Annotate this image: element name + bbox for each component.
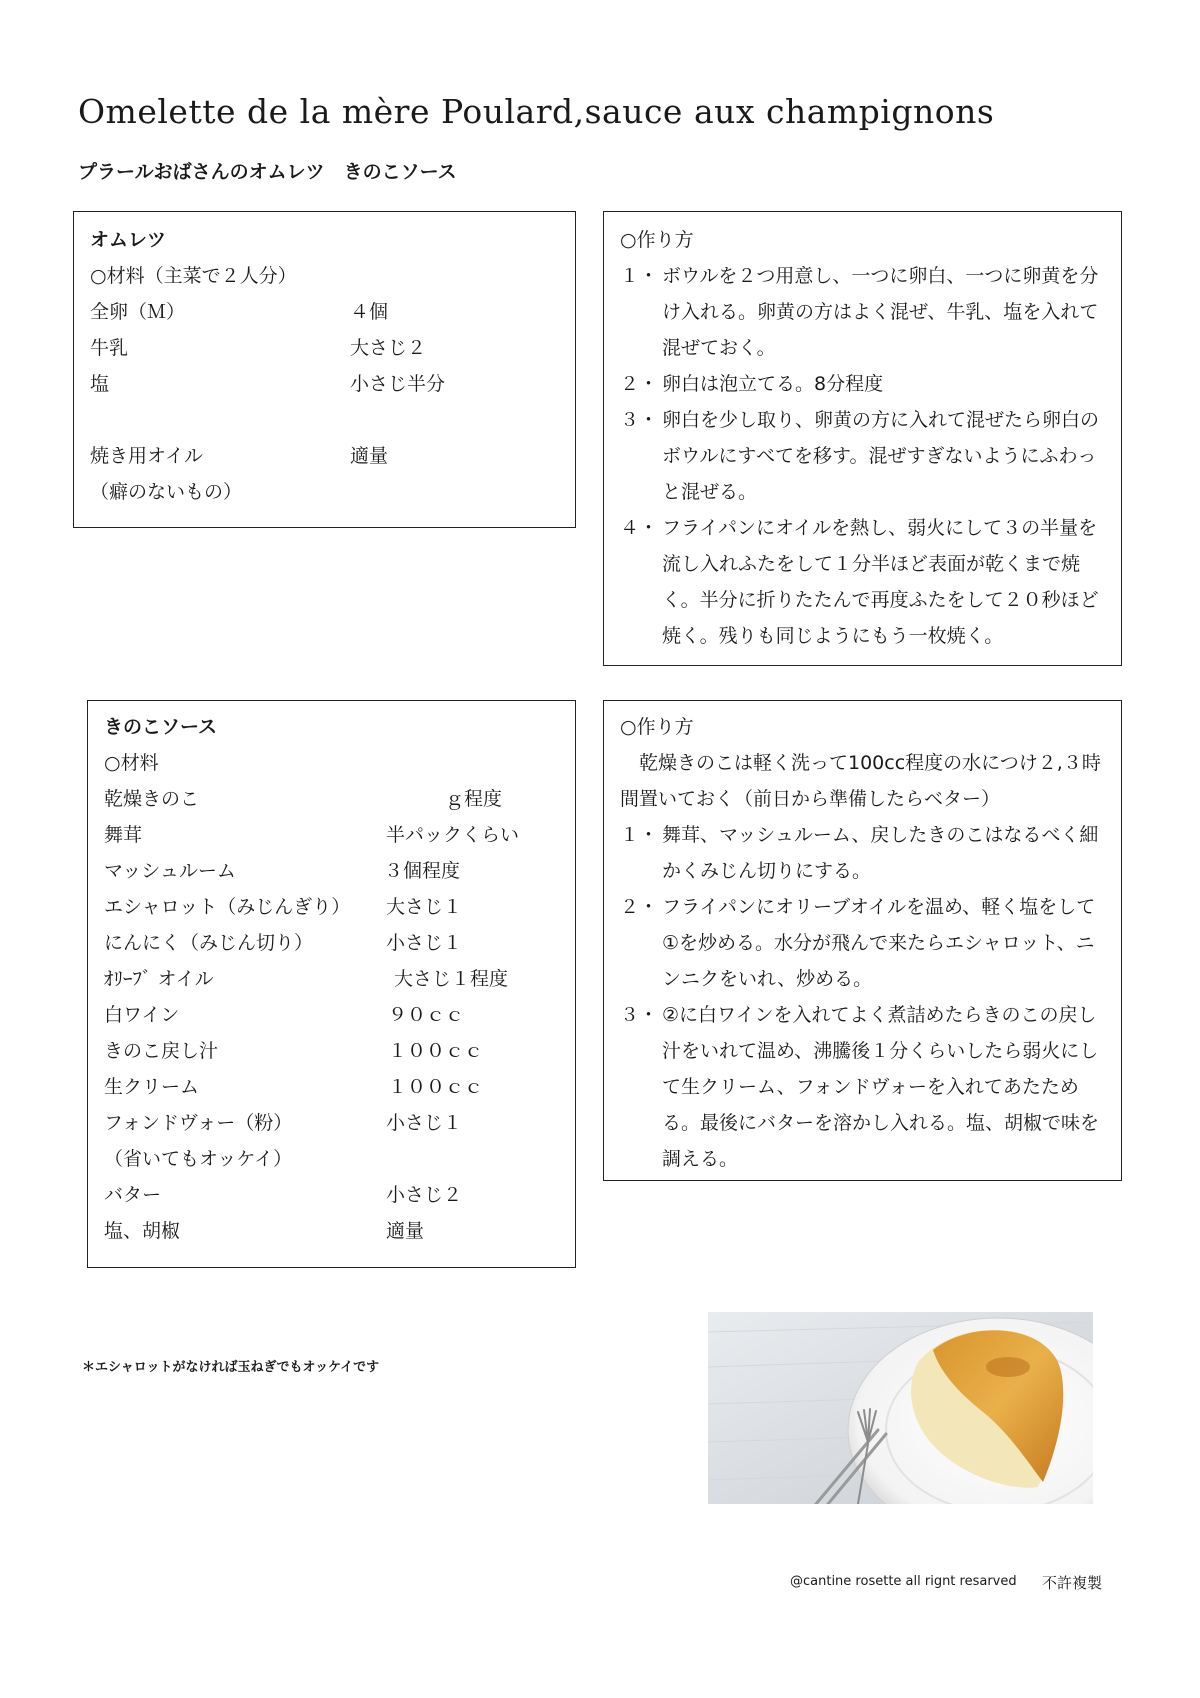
step-text: フライパンにオイルを熱し、弱火にして３の半量を流し入れふたをして１分半ほど表面が乾くまで焼く。半分に折りたたんで再度ふたをして２０秒ほど焼く。残りも同じようにもう一枚焼く。 bbox=[662, 517, 1099, 647]
omelette-method-heading: ○作り方 bbox=[620, 229, 694, 251]
copyright-jp: 不許複製 bbox=[1042, 1574, 1103, 1592]
step-text: 卵白を少し取り、卵黄の方に入れて混ぜたら卵白のボウルにすべてを移す。混ぜすぎないようにふわっと混ぜる。 bbox=[662, 409, 1100, 503]
method-step bbox=[620, 817, 1111, 889]
ingredient-amount: 大さじ１程度 bbox=[394, 968, 509, 990]
sauce-method-box bbox=[603, 700, 1122, 1181]
ingredient-name: エシャロット（みじんぎり） bbox=[104, 896, 351, 918]
sauce-method-intro: 乾燥きのこは軽く洗って100cc程度の水につけ２,３時間置いておく（前日から準備したらベター） bbox=[620, 752, 1101, 810]
ingredient-name: （省いてもオッケイ） bbox=[104, 1148, 293, 1170]
method-step bbox=[620, 997, 1111, 1177]
ingredient-amount: 小さじ２ bbox=[386, 1184, 463, 1206]
sauce-materials-label: ○材料 bbox=[104, 752, 159, 774]
omelette-photo bbox=[708, 1312, 1093, 1504]
omelette-ingredients-box bbox=[73, 211, 576, 528]
omelette-method-box bbox=[603, 211, 1122, 666]
step-text: 舞茸、マッシュルーム、戻したきのこはなるべく細かくみじん切りにする。 bbox=[662, 824, 1099, 882]
ingredient-amount: １００ｃｃ bbox=[388, 1076, 484, 1098]
ingredient-name: 乾燥きのこ bbox=[104, 788, 200, 810]
step-number: ３・ bbox=[620, 1004, 659, 1026]
copyright-text: @cantine rosette all rignt resarved bbox=[790, 1574, 1017, 1589]
omelette-materials-label: ○材料（主菜で２人分） bbox=[90, 265, 297, 287]
ingredient-name: フォンドヴォー（粉） bbox=[104, 1112, 293, 1134]
sauce-heading: きのこソース bbox=[104, 716, 218, 738]
ingredient-name: 焼き用オイル bbox=[90, 445, 204, 467]
step-number: ３・ bbox=[620, 409, 659, 431]
ingredient-name: 生クリーム bbox=[104, 1076, 200, 1098]
step-number: ２・ bbox=[620, 373, 659, 395]
ingredient-name: にんにく（みじん切り） bbox=[104, 932, 314, 954]
method-step bbox=[620, 366, 1111, 402]
step-text: 卵白は泡立てる。8分程度 bbox=[662, 373, 884, 395]
method-step bbox=[620, 889, 1111, 997]
ingredient-amount: 小さじ１ bbox=[386, 1112, 463, 1134]
ingredient-amount: 半パックくらい bbox=[386, 824, 520, 846]
ingredient-amount: 適量 bbox=[386, 1220, 425, 1242]
ingredient-amount: 大さじ１ bbox=[386, 896, 463, 918]
ingredient-name: マッシュルーム bbox=[104, 860, 236, 882]
recipe-subtitle: プラールおばさんのオムレツ きのこソース bbox=[78, 161, 457, 183]
ingredient-amount: 小さじ半分 bbox=[350, 373, 446, 395]
shallot-note: ＊エシャロットがなければ玉ねぎでもオッケイです bbox=[82, 1360, 380, 1375]
ingredient-name: きのこ戻し汁 bbox=[104, 1040, 219, 1062]
omelette-plate-illustration bbox=[708, 1312, 1093, 1504]
ingredient-amount: 大さじ２ bbox=[350, 337, 427, 359]
method-step bbox=[620, 510, 1111, 654]
sauce-ingredients-box bbox=[87, 700, 576, 1268]
method-step bbox=[620, 258, 1111, 366]
ingredient-name: （癖のないもの） bbox=[90, 481, 243, 503]
ingredient-name: 塩 bbox=[90, 373, 110, 395]
ingredient-amount: ９０ｃｃ bbox=[388, 1004, 465, 1026]
ingredient-amount: ３個程度 bbox=[384, 860, 461, 882]
step-number: １・ bbox=[620, 265, 659, 287]
ingredient-amount: 適量 bbox=[350, 445, 389, 467]
ingredient-name: 牛乳 bbox=[90, 337, 129, 359]
step-text: ボウルを２つ用意し、一つに卵白、一つに卵黄を分け入れる。卵黄の方はよく混ぜ、牛乳、塩を入れて混ぜておく。 bbox=[662, 265, 1099, 359]
ingredient-name: 白ワイン bbox=[104, 1004, 180, 1026]
ingredient-amount: ｇ程度 bbox=[445, 788, 503, 810]
ingredient-amount: １００ｃｃ bbox=[388, 1040, 484, 1062]
omelette-heading: オムレツ bbox=[90, 229, 167, 251]
method-step bbox=[620, 402, 1111, 510]
ingredient-name: 全卵（Ｍ） bbox=[90, 301, 186, 323]
ingredient-amount: ４個 bbox=[350, 301, 389, 323]
step-number: ４・ bbox=[620, 517, 659, 539]
ingredient-name: ｵﾘｰﾌﾞ オイル bbox=[104, 968, 214, 990]
step-number: ２・ bbox=[620, 896, 659, 918]
sauce-method-heading: ○作り方 bbox=[620, 716, 694, 738]
step-number: １・ bbox=[620, 824, 659, 846]
step-text: フライパンにオリーブオイルを温め、軽く塩をして①を炒める。水分が飛んで来たらエシャロット、ニンニクをいれ、炒める。 bbox=[662, 896, 1096, 990]
ingredient-amount: 小さじ１ bbox=[386, 932, 463, 954]
ingredient-name: 舞茸 bbox=[104, 824, 143, 846]
ingredient-name: バター bbox=[104, 1184, 162, 1206]
ingredient-name: 塩、胡椒 bbox=[104, 1220, 181, 1242]
recipe-title: Omelette de la mère Poulard,sauce aux champignons bbox=[78, 92, 995, 131]
step-text: ②に白ワインを入れてよく煮詰めたらきのこの戻し汁をいれて温め、沸騰後１分くらいしたら弱火にして生クリーム、フォンドヴォーを入れてあたためる。最後にバターを溶かし入れる。塩、胡椒で味を調える。 bbox=[662, 1004, 1100, 1170]
